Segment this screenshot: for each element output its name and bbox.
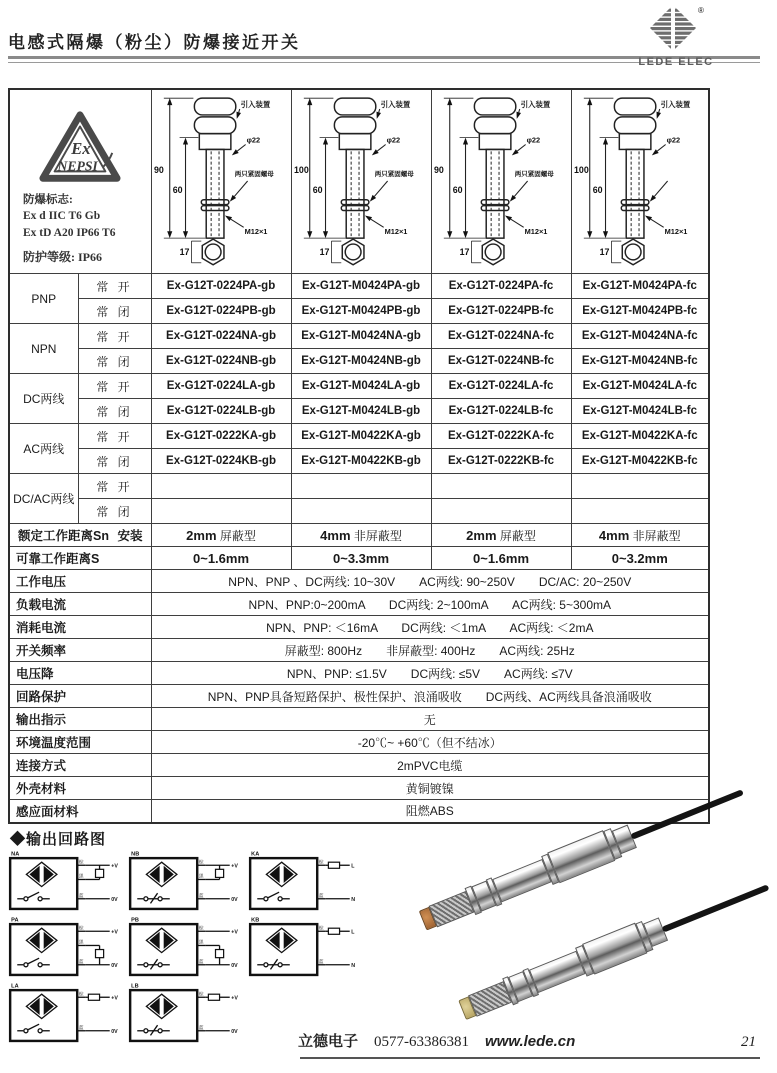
- model-number: Ex-G12T-0222KB-fc: [431, 449, 571, 474]
- table-row: [9, 570, 709, 593]
- svg-text:棕: 棕: [78, 925, 84, 931]
- model-number: Ex-G12T-M0424PB-gb: [291, 299, 431, 324]
- table-row: [9, 299, 709, 324]
- spec-value: NPN、PNP: ≤1.5V DC两线: ≤5V AC两线: ≤7V: [151, 662, 709, 685]
- model-number: Ex-G12T-M0424NA-gb: [291, 324, 431, 349]
- table-row: [9, 499, 709, 524]
- svg-text:蓝: 蓝: [198, 1024, 204, 1030]
- table-row: [9, 399, 709, 424]
- footer-phone: 0577-63386381: [374, 1034, 470, 1050]
- model-number: Ex-G12T-M0424NB-gb: [291, 349, 431, 374]
- model-number: Ex-G12T-0222KA-gb: [151, 424, 291, 449]
- mark-label: 防爆标志:: [23, 194, 73, 207]
- model-number: [151, 474, 291, 499]
- spec-label: 电压降: [9, 662, 151, 685]
- model-number: Ex-G12T-0224PB-fc: [431, 299, 571, 324]
- circuit-diagram-na: [8, 850, 120, 913]
- sensor-drawing-cell: [151, 89, 291, 274]
- model-number: [431, 474, 571, 499]
- svg-text:NA: NA: [11, 851, 20, 858]
- svg-text:0V: 0V: [111, 962, 118, 969]
- model-number: Ex-G12T-M0422KA-gb: [291, 424, 431, 449]
- circuit-diagram-ka: [248, 850, 360, 913]
- spec-label: 回路保护: [9, 685, 151, 708]
- model-number: [571, 499, 709, 524]
- table-row: [9, 708, 709, 731]
- s-value: 0~3.3mm: [291, 547, 431, 570]
- svg-text:LB: LB: [131, 983, 139, 990]
- svg-text:NEPSI: NEPSI: [57, 158, 99, 174]
- svg-text:M12×1: M12×1: [384, 227, 408, 237]
- svg-text:蓝: 蓝: [318, 892, 324, 898]
- sn-label: 额定工作距离Sn: [18, 529, 109, 543]
- svg-text:LA: LA: [11, 983, 19, 990]
- svg-text:17: 17: [459, 246, 470, 257]
- model-state-label: 常 开: [78, 374, 151, 399]
- model-group-label: AC两线: [9, 424, 78, 474]
- svg-text:+V: +V: [111, 929, 118, 936]
- circuits-section-title: ◆输出回路图: [10, 832, 107, 848]
- model-number: Ex-G12T-0222KA-fc: [431, 424, 571, 449]
- svg-text:棕: 棕: [198, 925, 204, 931]
- sensor-drawing-cell: [291, 89, 431, 274]
- spec-value: NPN、PNP: ＜16mA DC两线: ＜1mA AC两线: ＜2mA: [151, 616, 709, 639]
- page-number: 21: [741, 1034, 756, 1050]
- model-number: [291, 474, 431, 499]
- sensor-body: [492, 859, 551, 902]
- svg-text:棕: 棕: [198, 859, 204, 865]
- model-number: Ex-G12T-0224PA-gb: [151, 274, 291, 299]
- svg-text:L: L: [351, 863, 355, 870]
- model-number: Ex-G12T-M0424LA-fc: [571, 374, 709, 399]
- page-title: 电感式隔爆（粉尘）防爆接近开关: [8, 33, 301, 52]
- explosion-proof-marking: [10, 192, 115, 240]
- sensor-dimension-drawing: [292, 90, 430, 268]
- svg-text:PB: PB: [131, 917, 139, 924]
- s-value: 0~3.2mm: [571, 547, 709, 570]
- svg-text:0V: 0V: [231, 962, 238, 969]
- table-row: [9, 616, 709, 639]
- model-number: Ex-G12T-M0422KB-fc: [571, 449, 709, 474]
- svg-text:φ22: φ22: [246, 135, 261, 145]
- cable-gland: [548, 830, 616, 883]
- model-number: Ex-G12T-0224NB-gb: [151, 349, 291, 374]
- model-number: Ex-G12T-0224NA-fc: [431, 324, 571, 349]
- svg-text:棕: 棕: [78, 991, 84, 997]
- model-state-label: 常 开: [78, 474, 151, 499]
- spec-label: 外壳材料: [9, 777, 151, 800]
- lede-diamond-icon: [646, 4, 706, 52]
- table-row: [9, 754, 709, 777]
- svg-text:两只紧固螺母: 两只紧固螺母: [514, 171, 554, 179]
- model-number: Ex-G12T-M0424LB-fc: [571, 399, 709, 424]
- model-number: Ex-G12T-0224LA-fc: [431, 374, 571, 399]
- svg-text:M12×1: M12×1: [244, 227, 268, 237]
- distance-rows-body: [9, 524, 709, 570]
- spec-label: 环境温度范围: [9, 731, 151, 754]
- svg-text:黑: 黑: [198, 939, 204, 945]
- table-row: [9, 274, 709, 299]
- model-group-label: PNP: [9, 274, 78, 324]
- table-row: [9, 777, 709, 800]
- svg-text:17: 17: [599, 246, 609, 257]
- model-number: Ex-G12T-M0424PA-gb: [291, 274, 431, 299]
- page-footer: [298, 1030, 762, 1051]
- approval-cell: [9, 89, 151, 274]
- model-group-label: DC两线: [9, 374, 78, 424]
- svg-text:60: 60: [452, 184, 463, 195]
- sensor-dimension-drawing: [432, 90, 570, 268]
- table-row: [9, 474, 709, 499]
- spec-value: NPN、PNP:0~200mA DC两线: 2~100mA AC两线: 5~300mA: [151, 593, 709, 616]
- svg-text:+V: +V: [111, 995, 118, 1002]
- spec-label: 负载电流: [9, 593, 151, 616]
- model-number: Ex-G12T-M0424NA-fc: [571, 324, 709, 349]
- svg-text:棕: 棕: [318, 859, 324, 865]
- sensor-body: [529, 951, 586, 993]
- sensor-drawing-cell: [431, 89, 571, 274]
- svg-text:引入装置: 引入装置: [240, 100, 271, 110]
- model-number: [291, 499, 431, 524]
- svg-text:0V: 0V: [111, 1028, 118, 1035]
- spec-label: 工作电压: [9, 570, 151, 593]
- table-row: [9, 662, 709, 685]
- spec-value: 黄铜镀镍: [151, 777, 709, 800]
- svg-text:M12×1: M12×1: [664, 227, 687, 237]
- svg-text:黑: 黑: [198, 873, 204, 879]
- model-rows-body: [9, 274, 709, 524]
- svg-text:+V: +V: [231, 929, 238, 936]
- sn-value: 2mm 屏蔽型: [431, 524, 571, 547]
- table-row: [9, 593, 709, 616]
- spec-label: 开关频率: [9, 639, 151, 662]
- table-row: [9, 800, 709, 823]
- model-number: Ex-G12T-0224NB-fc: [431, 349, 571, 374]
- spec-label: 感应面材料: [9, 800, 151, 823]
- protection-class: 防护等级: IP66: [23, 249, 102, 264]
- svg-text:φ22: φ22: [386, 135, 401, 145]
- model-number: [431, 499, 571, 524]
- spec-value: NPN、PNP 、DC两线: 10~30V AC两线: 90~250V DC/AC: 20~250V: [151, 570, 709, 593]
- svg-text:90: 90: [153, 165, 164, 176]
- svg-text:蓝: 蓝: [198, 892, 204, 898]
- model-state-label: 常 闭: [78, 399, 151, 424]
- spec-value: 2mPVC电缆: [151, 754, 709, 777]
- s-label: 可靠工作距离S: [9, 547, 151, 570]
- model-number: Ex-G12T-M0424LB-gb: [291, 399, 431, 424]
- footer-website: www.lede.cn: [485, 1033, 576, 1050]
- svg-text:N: N: [351, 962, 356, 969]
- model-number: Ex-G12T-M0424NB-fc: [571, 349, 709, 374]
- svg-text:M12×1: M12×1: [524, 227, 548, 237]
- circuit-grid: [8, 850, 368, 1045]
- svg-text:PA: PA: [11, 917, 19, 924]
- model-group-label: NPN: [9, 324, 78, 374]
- brand-name: LEDE ELEC: [638, 56, 714, 68]
- spec-table: [8, 88, 710, 824]
- circuit-diagram-pa: [8, 916, 120, 979]
- svg-text:Ex: Ex: [71, 139, 91, 159]
- svg-text:蓝: 蓝: [78, 892, 84, 898]
- brand-logo: [628, 4, 724, 68]
- model-state-label: 常 开: [78, 424, 151, 449]
- svg-text:棕: 棕: [318, 925, 324, 931]
- footer-rule: [300, 1057, 760, 1059]
- table-row: [9, 424, 709, 449]
- sensor-dimension-drawing: [572, 90, 710, 268]
- model-group-label: DC/AC两线: [9, 474, 78, 524]
- registered-mark: ®: [698, 6, 704, 15]
- circuit-diagram-lb: [128, 982, 240, 1045]
- table-row: [9, 349, 709, 374]
- model-state-label: 常 闭: [78, 349, 151, 374]
- sn-value: 2mm 屏蔽型: [151, 524, 291, 547]
- svg-text:60: 60: [312, 184, 323, 195]
- circuit-diagram-nb: [128, 850, 240, 913]
- svg-text:+V: +V: [231, 863, 238, 870]
- svg-text:引入装置: 引入装置: [660, 100, 690, 110]
- model-number: Ex-G12T-0224PA-fc: [431, 274, 571, 299]
- svg-text:引入装置: 引入装置: [520, 100, 551, 110]
- svg-text:KB: KB: [251, 917, 260, 924]
- spec-value: NPN、PNP具备短路保护、极性保护、浪涌吸收 DC两线、AC两线具备浪涌吸收: [151, 685, 709, 708]
- svg-text:N: N: [351, 896, 356, 903]
- sensor-dimension-drawing: [152, 90, 290, 268]
- circuit-diagram-kb: [248, 916, 360, 979]
- table-row: [9, 449, 709, 474]
- table-row: [9, 731, 709, 754]
- model-number: Ex-G12T-M0422KB-gb: [291, 449, 431, 474]
- spec-rows-body: [9, 570, 709, 823]
- svg-text:17: 17: [179, 246, 190, 257]
- svg-text:L: L: [351, 929, 355, 936]
- svg-text:引入装置: 引入装置: [380, 100, 411, 110]
- s-value: 0~1.6mm: [431, 547, 571, 570]
- spec-label: 消耗电流: [9, 616, 151, 639]
- footer-company: 立德电子: [298, 1034, 359, 1050]
- install-label: 安装: [117, 529, 143, 543]
- model-number: Ex-G12T-0224NA-gb: [151, 324, 291, 349]
- svg-text:φ22: φ22: [666, 135, 680, 145]
- table-row: [9, 547, 709, 570]
- drawings-row-body: [9, 89, 709, 274]
- model-number: Ex-G12T-M0424LA-gb: [291, 374, 431, 399]
- svg-text:0V: 0V: [231, 1028, 238, 1035]
- table-row: [9, 639, 709, 662]
- table-row: [9, 685, 709, 708]
- model-number: Ex-G12T-0224PB-gb: [151, 299, 291, 324]
- table-row: [9, 524, 709, 547]
- mark-line: Ex tD A20 IP66 T6: [23, 226, 116, 239]
- sensor-drawing-cell: [571, 89, 709, 274]
- svg-text:90: 90: [433, 165, 444, 176]
- svg-text:蓝: 蓝: [78, 1024, 84, 1030]
- sn-value: 4mm 非屏蔽型: [291, 524, 431, 547]
- spec-label: 输出指示: [9, 708, 151, 731]
- spec-value: 无: [151, 708, 709, 731]
- svg-text:棕: 棕: [78, 859, 84, 865]
- model-number: Ex-G12T-M0424PA-fc: [571, 274, 709, 299]
- svg-text:两只紧固螺母: 两只紧固螺母: [234, 171, 274, 179]
- svg-text:+V: +V: [111, 863, 118, 870]
- svg-text:蓝: 蓝: [78, 958, 84, 964]
- svg-text:φ22: φ22: [526, 135, 541, 145]
- svg-text:17: 17: [319, 246, 330, 257]
- table-row: [9, 324, 709, 349]
- table-row: [9, 374, 709, 399]
- model-state-label: 常 开: [78, 274, 151, 299]
- nepsi-badge-icon: [31, 106, 129, 190]
- model-state-label: 常 闭: [78, 499, 151, 524]
- svg-text:蓝: 蓝: [318, 958, 324, 964]
- svg-text:0V: 0V: [111, 896, 118, 903]
- spec-label-cell: [9, 524, 151, 547]
- svg-text:100: 100: [293, 165, 309, 176]
- spec-value: 屏蔽型: 800Hz 非屏蔽型: 400Hz AC两线: 25Hz: [151, 639, 709, 662]
- model-number: Ex-G12T-0224KB-gb: [151, 449, 291, 474]
- model-state-label: 常 开: [78, 324, 151, 349]
- svg-text:两只紧固螺母: 两只紧固螺母: [374, 171, 414, 179]
- svg-text:0V: 0V: [231, 896, 238, 903]
- model-number: Ex-G12T-0224LB-gb: [151, 399, 291, 424]
- circuit-diagram-pb: [128, 916, 240, 979]
- svg-text:60: 60: [172, 184, 183, 195]
- svg-text:60: 60: [592, 184, 603, 195]
- model-number: [151, 499, 291, 524]
- spec-label: 连接方式: [9, 754, 151, 777]
- sn-value: 4mm 非屏蔽型: [571, 524, 709, 547]
- model-number: Ex-G12T-M0424PB-fc: [571, 299, 709, 324]
- mark-line: Ex d IIC T6 Gb: [23, 210, 101, 223]
- svg-text:黑: 黑: [78, 873, 84, 879]
- svg-text:+V: +V: [231, 995, 238, 1002]
- spec-value: -20℃~ +60℃（但不结冰）: [151, 731, 709, 754]
- svg-text:KA: KA: [251, 851, 260, 858]
- svg-text:NB: NB: [131, 851, 140, 858]
- model-number: Ex-G12T-0224LA-gb: [151, 374, 291, 399]
- svg-text:蓝: 蓝: [198, 958, 204, 964]
- model-state-label: 常 闭: [78, 449, 151, 474]
- model-number: [571, 474, 709, 499]
- svg-text:棕: 棕: [198, 991, 204, 997]
- model-number: Ex-G12T-M0422KA-fc: [571, 424, 709, 449]
- model-state-label: 常 闭: [78, 299, 151, 324]
- model-number: Ex-G12T-0224LB-fc: [431, 399, 571, 424]
- circuit-diagram-la: [8, 982, 120, 1045]
- s-value: 0~1.6mm: [151, 547, 291, 570]
- svg-text:黑: 黑: [78, 939, 84, 945]
- spec-value: 阻燃ABS: [151, 800, 709, 823]
- svg-text:100: 100: [573, 165, 589, 176]
